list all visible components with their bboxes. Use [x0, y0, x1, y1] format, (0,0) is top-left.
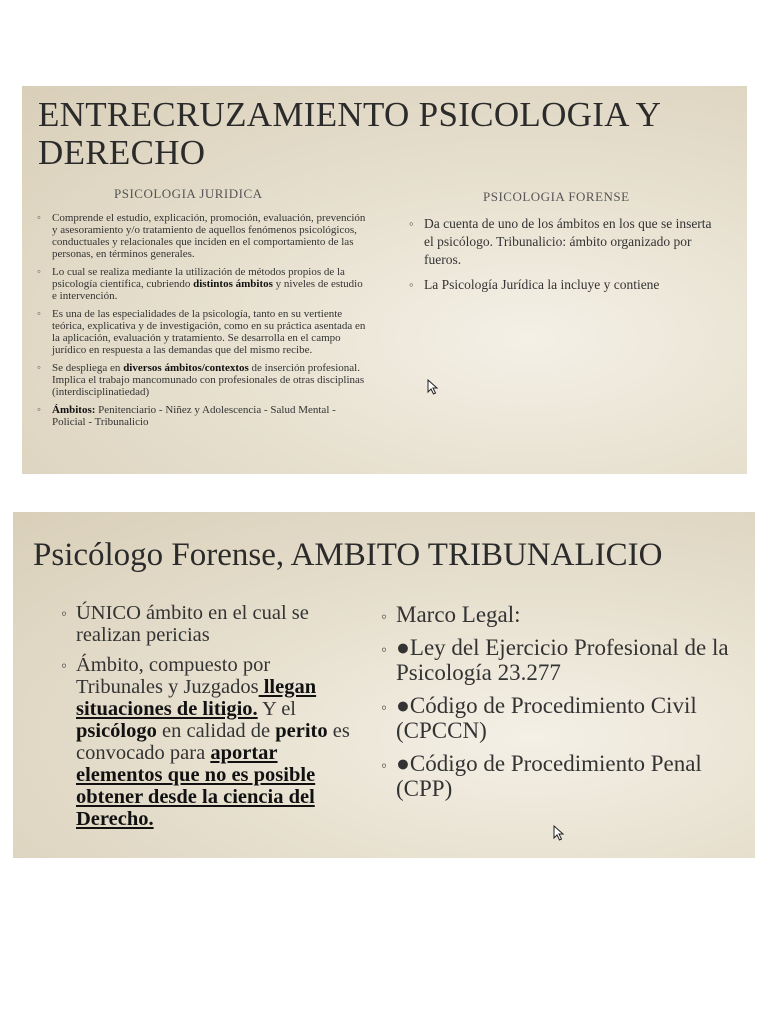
marco-legal-list [381, 602, 731, 809]
slide-psicologo-forense [13, 512, 755, 858]
list-item: ◦ ÚNICO ámbito en el cual se realizan pericias [61, 602, 361, 646]
heading-psicologia-juridica: PSICOLOGIA JURIDICA [114, 186, 263, 201]
list-item: ◦ Marco Legal: [381, 602, 731, 627]
list-item: ◦ Comprende el estudio, explicación, promoción, evaluación, prevención y asesoramiento y/o tratamiento de aquellos fenómenos psicológicos, conductuales y relacionales que inciden en el comportamiento de las personas, en términos generales. [37, 212, 367, 260]
slide-entrecruzamiento [22, 86, 747, 474]
forense-bullet-list [409, 215, 719, 301]
list-item: ◦ Es una de las especialidades de la psicología, tanto en su vertiente teórica, explicativa y de investigación, como en su práctica asentada en la aplicación, evaluación y tratamiento. Se desarrolla en el campo jurídico en respuesta a las demandas que del mismo recibe. [37, 308, 367, 356]
list-item: ◦ ●Código de Procedimiento Civil (CPCCN) [381, 693, 731, 743]
list-item: ◦ Ámbitos: Penitenciario - Niñez y Adolescencia - Salud Mental -Policial - Tribunalicio [37, 404, 367, 428]
juridica-bullet-list [37, 212, 367, 434]
list-item: ◦ ●Código de Procedimiento Penal (CPP) [381, 751, 731, 801]
list-item: ◦ ●Ley del Ejercicio Profesional de la Psicología 23.277 [381, 635, 731, 685]
slide2-title: Psicólogo Forense, AMBITO TRIBUNALICIO [33, 537, 663, 573]
ambito-bullet-list [61, 602, 361, 838]
list-item: ◦ Ámbito, compuesto por Tribunales y Juzgados llegan situaciones de litigio. Y el psicólogo en calidad de perito es convocado para aportar elementos que no es posible obtener desde la ciencia del Derecho. [61, 654, 361, 830]
heading-psicologia-forense: PSICOLOGIA FORENSE [483, 189, 630, 204]
list-item: ◦ Da cuenta de uno de los ámbitos en los que se inserta el psicólogo. Tribunalicio: ámbito organizado por fueros. [409, 215, 719, 269]
list-item: ◦ La Psicología Jurídica la incluye y contiene [409, 276, 719, 294]
list-item: ◦ Lo cual se realiza mediante la utilización de métodos propios de la psicología científica, cubriendo distintos ámbitos y niveles de estudio e intervención. [37, 266, 367, 302]
mouse-pointer-icon [553, 825, 565, 841]
mouse-pointer-icon [427, 379, 439, 395]
list-item: ◦ Se despliega en diversos ámbitos/contextos de inserción profesional. Implica el trabajo mancomunado con profesionales de otras disciplinas (interdisciplinatiedad) [37, 362, 367, 398]
slide1-title: ENTRECRUZAMIENTO PSICOLOGIA Y DERECHO [38, 95, 660, 172]
